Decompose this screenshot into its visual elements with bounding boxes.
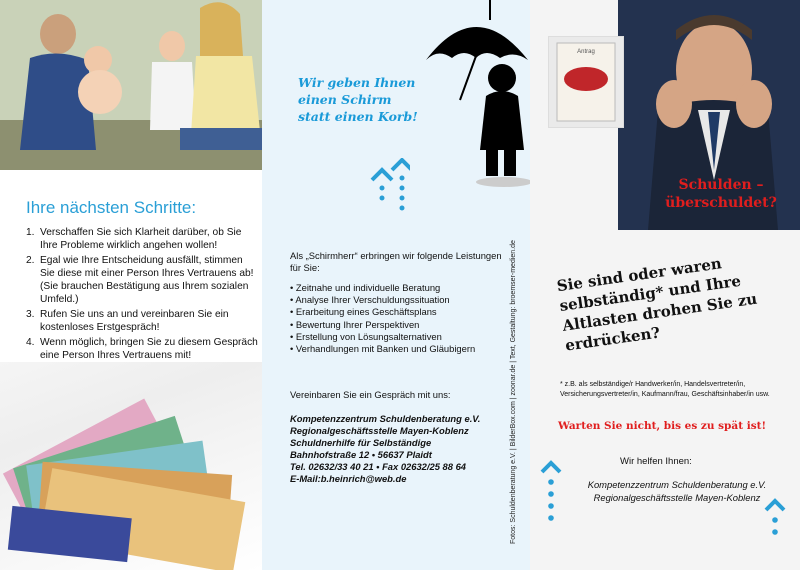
umbrella-figure-icon [420, 0, 532, 195]
service-item: • Zeitnahe und individuelle Beratung [290, 282, 515, 294]
up-arrow-dots-icon [540, 458, 562, 528]
warning-text: Warten Sie nicht, bis es zu spät ist! [558, 420, 767, 432]
step-item: 4. Wenn möglich, bringen Sie zu diesem Gespräch eine Person Ihres Vertrauens mit! [26, 337, 258, 361]
contact-line: Bahnhofstraße 12 • 56637 Plaidt [290, 449, 432, 460]
service-item: • Bewertung Ihrer Perspektiven [290, 319, 515, 331]
photo-credit: Fotos: Schuldenberatung e.V. | BilderBox.com | zoonar.de | Text, Gestaltung: broemser-medien.de [510, 240, 517, 544]
contact-line: Tel. 02632/33 40 21 • Fax 02632/25 88 64 [290, 461, 466, 472]
up-arrow-dots-icon [764, 496, 786, 544]
service-item: • Erstellung von Lösungsalternativen [290, 331, 515, 343]
headline: Schulden – überschuldet? [665, 177, 777, 211]
up-arrow-dots-icon [370, 158, 410, 212]
services-list [290, 282, 515, 355]
org-line: Kompetenzzentrum Schuldenberatung e.V. [587, 479, 767, 490]
service-item: • Verhandlungen mit Banken und Gläubigern [290, 343, 515, 355]
family-photo [0, 0, 262, 170]
org-line: Regionalgeschäftsstelle Mayen-Koblenz [593, 492, 761, 503]
steps-title: Ihre nächsten Schritte: [26, 198, 197, 217]
service-item: • Erarbeitung eines Geschäftsplans [290, 306, 515, 318]
product-box-photo [548, 36, 624, 128]
help-text: Wir helfen Ihnen: [620, 456, 692, 467]
step-item: 1. Verschaffen Sie sich Klarheit darüber, ob Sie Ihre Probleme wirklich angehen wollen! [26, 227, 242, 251]
money-photo [0, 362, 262, 570]
contact-line: Schuldnerhilfe für Selbständige [290, 437, 432, 448]
slogan: Wir geben Ihnen einen Schirm statt einen Korb! [298, 75, 418, 124]
contact-line: Regionalgeschäftsstelle Mayen-Koblenz [290, 425, 469, 436]
steps-list [26, 226, 258, 364]
contact-line: Kompetenzzentrum Schuldenberatung e.V. [290, 413, 481, 424]
services-intro: Als „Schirmherr“ erbringen wir folgende Leistungen für Sie: [290, 250, 502, 273]
footnote: * z.B. als selbständige/r Handwerker/in, Handelsvertreter/in, Versicherungsvertreter/in, Kaufmann/frau, Geschäftsinhaber/in usw. [560, 381, 770, 398]
appointment-text: Vereinbaren Sie ein Gespräch mit uns: [290, 389, 451, 400]
box-label: Antrag [577, 49, 595, 55]
service-item: • Analyse Ihrer Verschuldungssituation [290, 294, 515, 306]
organisation-block [562, 478, 792, 504]
left-panel [0, 0, 262, 570]
main-question: Sie sind oder waren selbständig* und Ihre Altlasten drohen Sie zu erdrücken? [555, 254, 759, 355]
step-item: 3. Rufen Sie uns an und vereinbaren Sie ein kostenloses Erstgespräch! [26, 309, 229, 333]
email-link[interactable]: E-Mail:b.heinrich@web.de [290, 473, 407, 484]
contact-block [290, 413, 520, 485]
step-item: 2. Egal wie Ihre Entscheidung ausfällt, stimmen Sie diese mit einer Person Ihres Vertrauens ab! (Sie brauchen Bestätigung aus Ihrem sozialen Umfeld.) [26, 255, 254, 305]
